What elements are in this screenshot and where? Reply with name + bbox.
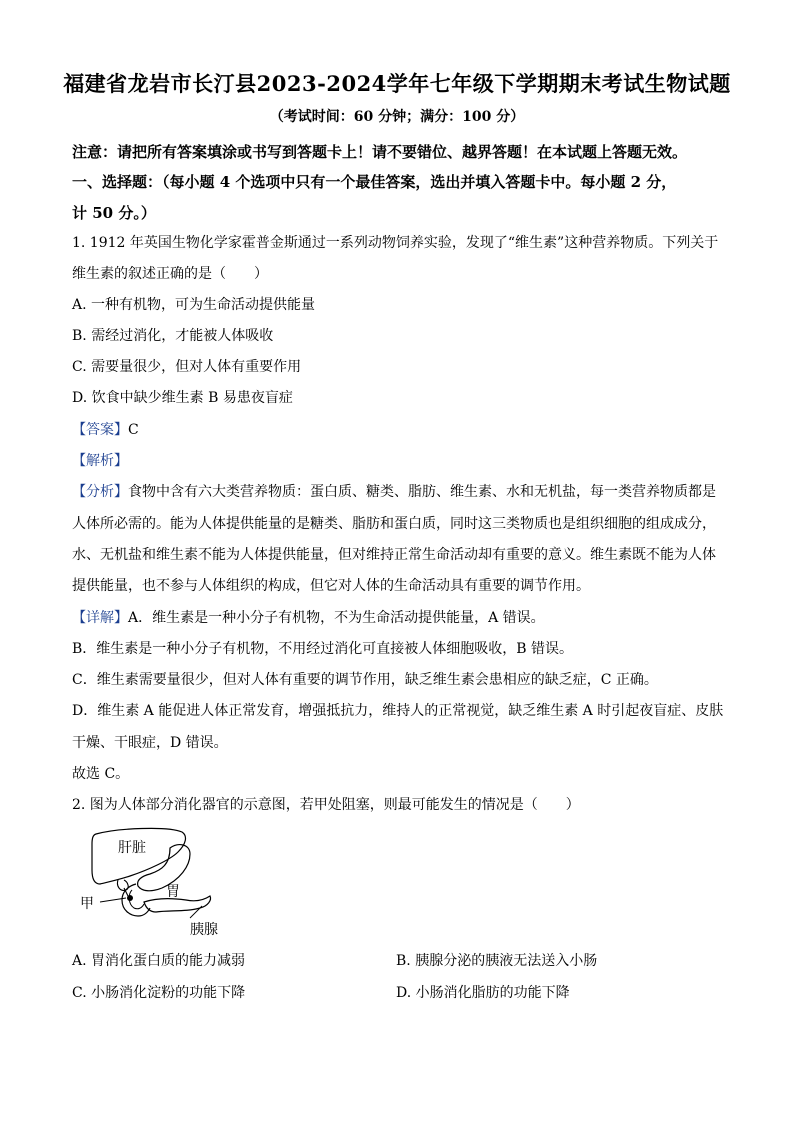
q1-option-a: A. 一种有机物，可为生命活动提供能量: [72, 297, 316, 313]
fenxi-line-1: [72, 482, 734, 502]
xiangjie-tag: 【详解】: [72, 610, 128, 626]
xiangjie-line-3: C．维生素需要量很少，但对人体有重要的调节作用，缺乏维生素会患相应的缺乏症，C 正确。: [72, 672, 658, 688]
exam-info: （考试时间：60 分钟；满分：100 分）: [269, 109, 525, 125]
q2-option-a: A. 胃消化蛋白质的能力减弱: [72, 953, 246, 969]
notice: 注意：请把所有答案填涂或书写到答题卡上！请不要错位、越界答题！在本试题上答题无效。: [72, 143, 688, 161]
xiangjie-line-2: B．维生素是一种小分子有机物，不用经过消化可直接被人体细胞吸收，B 错误。: [72, 641, 574, 657]
q1-conclusion: 故选 C。: [72, 766, 130, 782]
xiangjie-line-5: 干燥、干眼症，D 错误。: [72, 735, 228, 751]
q2-option-c: C. 小肠消化淀粉的功能下降: [72, 985, 246, 1001]
q1-option-b: B. 需经过消化，才能被人体吸收: [72, 328, 274, 344]
label-jia: 甲: [80, 896, 94, 912]
liver-shape: [92, 828, 185, 884]
fenxi-tag: 【分析】: [72, 484, 128, 500]
q1-option-c: C. 需要量很少，但对人体有重要作用: [72, 359, 302, 375]
fenxi-text-1: 食物中含有六大类营养物质：蛋白质、糖类、脂肪、维生素、水和无机盐，每一类营养物质都是: [128, 484, 716, 500]
fenxi-line-4: 提供能量，也不参与人体组织的构成，但它对人体的生命活动具有重要的调节作用。: [72, 578, 590, 594]
xiangjie-line-4: D．维生素 A 能促进人体正常发育，增强抵抗力，维持人的正常视觉，缺乏维生素 A 时引起夜盲症、皮肤: [72, 703, 724, 719]
q1-answer: [72, 420, 734, 440]
section-heading-line1: 一、选择题：（每小题 4 个选项中只有一个最佳答案，选出并填入答题卡中。每小题 2 分，: [72, 173, 677, 191]
q1-option-d: D. 饮食中缺少维生素 B 易患夜盲症: [72, 390, 293, 406]
page-title: 福建省龙岩市长汀县2023-2024学年七年级下学期期末考试生物试题: [63, 71, 731, 96]
q2-stem: 2. 图为人体部分消化器官的示意图，若甲处阻塞，则最可能发生的情况是（ ）: [72, 797, 580, 813]
duodenum-shape: [122, 884, 150, 916]
answer-value: C: [128, 422, 139, 438]
xiangjie-line-1: [72, 608, 734, 628]
q1-stem-line2: 维生素的叙述正确的是（ ）: [72, 266, 268, 282]
q2-option-d: D. 小肠消化脂肪的功能下降: [396, 985, 570, 1001]
label-pancreas: 胰腺: [190, 922, 218, 938]
section-heading-line2: 计 50 分。）: [72, 204, 156, 222]
jia-blockage-point: [127, 895, 133, 901]
fenxi-line-2: 人体所必需的。能为人体提供能量的是糖类、脂肪和蛋白质，同时这三类物质也是组织细胞的组成成分，: [72, 516, 716, 532]
label-liver: 肝脏: [118, 840, 146, 856]
fenxi-line-3: 水、无机盐和维生素不能为人体提供能量，但对维持正常生命活动却有重要的意义。维生素既不能为人体: [72, 547, 716, 563]
label-stomach: 胃: [166, 884, 180, 900]
q1-stem-line1: 1. 1912 年英国生物化学家霍普金斯通过一系列动物饲养实验，发现了“维生素”这种营养物质。下列关于: [72, 235, 719, 251]
answer-tag: 【答案】: [72, 422, 128, 438]
digestive-organs-diagram: [78, 826, 248, 938]
q2-option-b: B. 胰腺分泌的胰液无法送入小肠: [396, 953, 598, 969]
xiangjie-text-1: A．维生素是一种小分子有机物，不为生命活动提供能量，A 错误。: [128, 610, 545, 626]
analysis-tag: 【解析】: [72, 453, 128, 469]
